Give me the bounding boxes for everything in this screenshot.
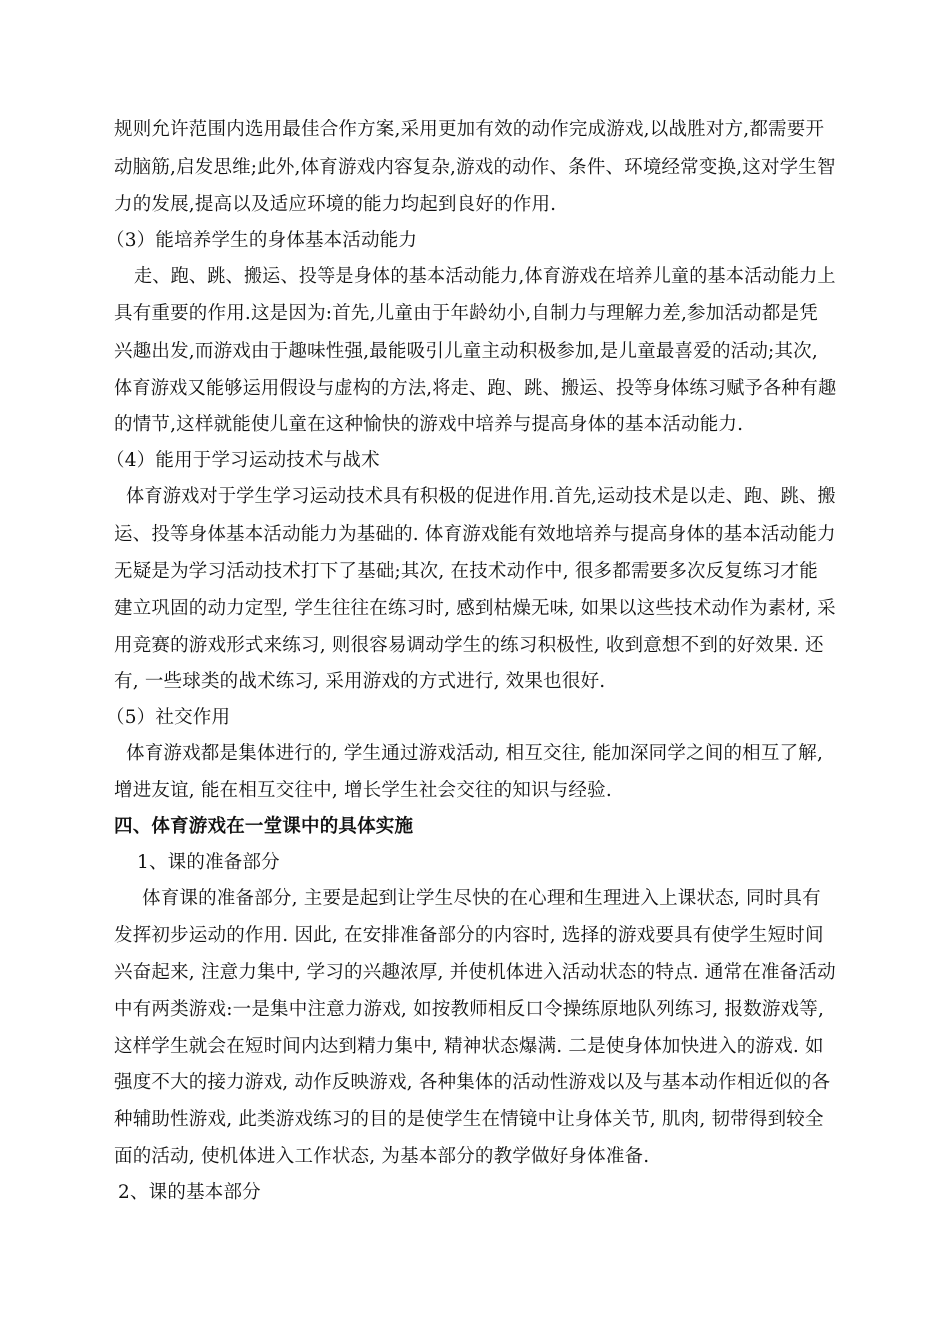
body-text-line: 有, 一些球类的战术练习, 采用游戏的方式进行, 效果也很好.: [114, 671, 606, 692]
body-text-line: 这样学生就会在短时间内达到精力集中, 精神状态爆满. 二是使身体加快进入的游戏. 如: [114, 1036, 824, 1057]
body-text-line: 强度不大的接力游戏, 动作反映游戏, 各种集体的活动性游戏以及与基本动作相近似的各: [114, 1072, 831, 1093]
body-text-line: 用竞赛的游戏形式来练习, 则很容易调动学生的练习积极性, 收到意想不到的好效果. 还: [114, 635, 824, 656]
body-text-line: 兴奋起来, 注意力集中, 学习的兴趣浓厚, 并使机体进入活动状态的特点. 通常在准备活动: [114, 962, 836, 983]
body-text-line: 中有两类游戏:一是集中注意力游戏, 如按教师相反口令操练原地队列练习, 报数游戏等,: [114, 999, 825, 1020]
body-text-line: 的情节,这样就能使儿童在这种愉快的游戏中培养与提高身体的基本活动能力.: [114, 414, 744, 435]
body-text-line: 走、跑、跳、搬运、投等是身体的基本活动能力,体育游戏在培养儿童的基本活动能力上: [134, 266, 836, 287]
subsection-heading-2: 2、课的基本部分: [118, 1182, 261, 1203]
body-text-line: 规则允许范围内选用最佳合作方案,采用更加有效的动作完成游戏,以战胜对方,都需要开: [114, 119, 825, 140]
body-text-line: 兴趣出发,而游戏由于趣味性强,最能吸引儿童主动积极参加,是儿童最喜爱的活动;其次,: [114, 341, 818, 362]
body-text-line: 体育游戏对于学生学习运动技术具有积极的促进作用.首先,运动技术是以走、跑、跳、搬: [126, 486, 836, 507]
body-text-line: 建立巩固的动力定型, 学生往往在练习时, 感到枯燥无味, 如果以这些技术动作为素材, 采: [114, 598, 836, 619]
subsection-heading-1: 1、课的准备部分: [137, 852, 280, 873]
body-text-line: 体育课的准备部分, 主要是起到让学生尽快的在心理和生理进入上课状态, 同时具有: [142, 888, 821, 909]
body-text-line: 种辅助性游戏, 此类游戏练习的目的是使学生在情镜中让身体关节, 肌肉, 韧带得到较全: [114, 1109, 824, 1130]
body-text-line: 无疑是为学习活动技术打下了基础;其次, 在技术动作中, 很多都需要多次反复练习才能: [114, 561, 818, 582]
body-text-line: 运、投等身体基本活动能力为基础的. 体育游戏能有效地培养与提高身体的基本活动能力: [114, 524, 836, 545]
section-heading-3: （3）能培养学生的身体基本活动能力: [106, 230, 418, 251]
body-text-line: 具有重要的作用.这是因为:首先,儿童由于年龄幼小,自制力与理解力差,参加活动都是凭: [114, 303, 818, 324]
body-text-line: 面的活动, 使机体进入工作状态, 为基本部分的教学做好身体准备.: [114, 1146, 650, 1167]
section-heading-4: （4）能用于学习运动技术与战术: [106, 450, 380, 471]
chapter-heading: 四、体育游戏在一堂课中的具体实施: [114, 816, 414, 837]
body-text-line: 力的发展,提高以及适应环境的能力均起到良好的作用.: [114, 194, 557, 215]
body-text-line: 动脑筋,启发思维;此外,体育游戏内容复杂,游戏的动作、条件、环境经常变换,这对学生智: [114, 157, 836, 178]
body-text-line: 发挥初步运动的作用. 因此, 在安排准备部分的内容时, 选择的游戏要具有使学生短时间: [114, 925, 824, 946]
section-heading-5: （5）社交作用: [106, 707, 231, 728]
body-text-line: 增进友谊, 能在相互交往中, 增长学生社会交往的知识与经验.: [114, 780, 612, 801]
body-text-line: 体育游戏都是集体进行的, 学生通过游戏活动, 相互交往, 能加深同学之间的相互了解,: [126, 743, 824, 764]
body-text-line: 体育游戏又能够运用假设与虚构的方法,将走、跑、跳、搬运、投等身体练习赋予各种有趣: [114, 378, 837, 399]
